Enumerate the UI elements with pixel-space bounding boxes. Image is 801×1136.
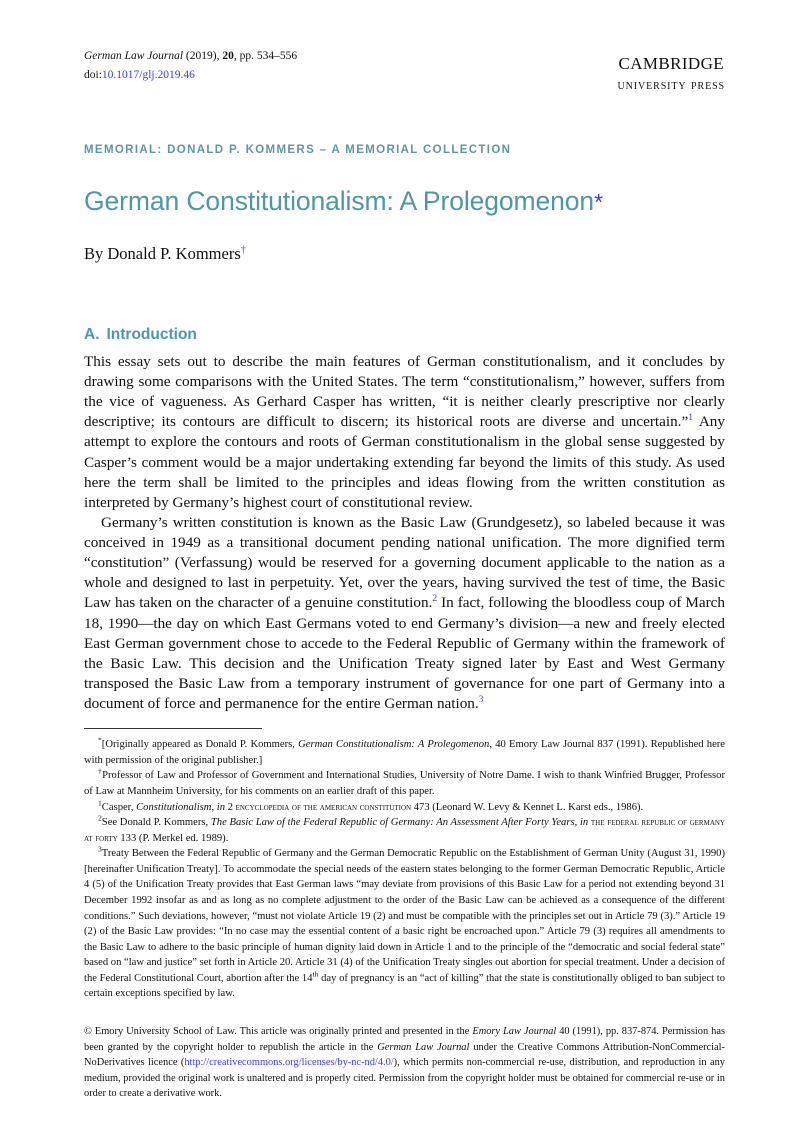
byline-footnote-marker[interactable]: † bbox=[240, 244, 246, 256]
footnote-text-cont: , bbox=[574, 817, 580, 829]
footnote-text-cont: 2 bbox=[225, 801, 236, 813]
body-paragraph bbox=[84, 352, 725, 513]
title-footnote-marker[interactable]: * bbox=[594, 189, 603, 215]
footnote-smallcaps-source: the federal republic of germany at forty bbox=[84, 817, 725, 844]
footnote-marker: * bbox=[98, 735, 102, 745]
masthead-citation bbox=[84, 48, 297, 85]
section-heading bbox=[84, 326, 725, 344]
paragraph-text: Germany’s written constitution is known as the Basic Law (Grundgesetz), so labeled because it was conceived in 1949 as a transitional document pending national unification. The more dignified term “constitution” (Verfassung) would be reserved for a governing document applicable to the nation as a whole and designed to last in perpetuity. Yet, over the years, having survived the test of time, the Basic Law has taken on the character of a genuine constitution. bbox=[84, 513, 725, 612]
footnote-italic-in: in bbox=[216, 801, 225, 813]
footnote-1 bbox=[84, 800, 725, 816]
footnote-text: Treaty Between the Federal Republic of Germany and the German Democratic Republic on the Establishment of German Unity (August 31, 1990) [hereinafter Unification Treaty]. To accommodate the special needs of the eastern states belonging to the former German Democratic Republic, Article 4 (5) of the Unification Treaty provides that East German laws “may deviate from provisions of this Basic Law for a period not extending beyond 31 December 1992 insofar as and as long as no complete adjustment to the order of the Basic Law can be achieved as a consequence of the different conditions.” Such deviations, however, “must not violate Article 19 (2) and must be compatible with the principles set out in Article 79 (3).” Article 19 (2) of the Basic Law provides: “In no case may the essential content of a basic right be encroached upon.” Article 79 (3) requires all amendments to the Basic Law to adhere to the basic principle of human dignity laid down in Article 1 and to the principle of the “democratic and social federal state” based on “law and justice” set forth in Article 20. Article 31 (4) of the Unification Treaty singles out abortion for special treatment. Under a decision of the Federal Constitutional Court, abortion after the 14 bbox=[84, 848, 725, 984]
section-letter: A. bbox=[84, 325, 100, 343]
journal-year: (2019), bbox=[183, 50, 223, 62]
doi-link[interactable]: 10.1017/glj.2019.46 bbox=[101, 68, 195, 81]
masthead bbox=[84, 48, 725, 106]
doi-line bbox=[84, 67, 297, 85]
license-italic-journal: German Law Journal bbox=[377, 1041, 470, 1053]
doi-label: doi: bbox=[84, 68, 102, 81]
license-notice bbox=[84, 1024, 725, 1102]
license-text-cont: under the Creative Commons Attribution-NonCommercial-NoDerivatives licence ( bbox=[84, 1041, 725, 1069]
footnote-smallcaps-source: encyclopedia of the american constitution bbox=[235, 801, 412, 813]
footnote-dagger bbox=[84, 768, 725, 799]
journal-citation-line bbox=[84, 48, 297, 66]
publisher-name-line1: cambridge bbox=[618, 49, 725, 75]
footnote-italic-in: in bbox=[579, 817, 589, 829]
footnote-marker: 2 bbox=[98, 813, 102, 823]
journal-name: German Law Journal bbox=[84, 50, 184, 62]
footnote-ref-2[interactable]: 2 bbox=[432, 594, 438, 605]
collection-label: MEMORIAL: DONALD P. KOMMERS – A MEMORIAL COLLECTION bbox=[84, 144, 512, 156]
footnote-marker: 1 bbox=[98, 798, 102, 808]
license-url-link[interactable]: http://creativecommons.org/licenses/by-nc-nd/4.0/ bbox=[184, 1057, 394, 1069]
footnote-text-cont: , bbox=[211, 801, 217, 813]
section-title: Introduction bbox=[106, 325, 197, 343]
footnote-text-cont: , 40 Emory Law Journal 837 (1991). Republished here with permission of the original publisher.] bbox=[84, 739, 726, 766]
footnote-text: [Originally appeared as Donald P. Kommers, bbox=[101, 739, 299, 751]
footnote-3 bbox=[84, 846, 725, 1002]
footnote-star bbox=[84, 737, 725, 768]
footnote-separator bbox=[84, 728, 262, 729]
byline bbox=[84, 244, 725, 264]
paragraph-text-cont: In fact, following the bloodless coup of March 18, 1990—the day on which East Germans voted to end Germany’s division—a new and freely elected East German government chose to accede to the Federal Republic of Germany within the framework of the Basic Law. This decision and the Unification Treaty signed later by East and West Germany transposed the Basic Law from a temporary instrument of governance for one part of Germany into a document of force and permanence for the entire German nation. bbox=[84, 594, 725, 713]
footnote-text: Casper, bbox=[101, 801, 137, 813]
ordinal-suffix: th bbox=[312, 969, 319, 979]
license-text: © Emory University School of Law. This article was originally printed and presented in the bbox=[84, 1025, 473, 1037]
footnote-italic-title: German Constitutionalism: A Prolegomenon bbox=[298, 739, 490, 751]
footnote-marker: † bbox=[98, 766, 103, 776]
body-paragraph bbox=[84, 513, 725, 714]
article-title-text: German Constitutionalism: A Prolegomenon bbox=[84, 186, 595, 216]
footnotes-section bbox=[84, 737, 725, 1002]
license-text-cont: 40 (1991), pp. 837-874. Permission has been granted by the copyright holder to republish the article in the bbox=[84, 1025, 725, 1053]
journal-volume: 20 bbox=[222, 50, 234, 62]
author-name: By Donald P. Kommers bbox=[84, 243, 241, 263]
footnote-marker: 3 bbox=[98, 844, 102, 854]
footnote-ref-1[interactable]: 1 bbox=[688, 413, 693, 424]
footnote-text: See Donald P. Kommers, bbox=[101, 817, 211, 829]
license-italic-journal: Emory Law Journal bbox=[472, 1025, 557, 1037]
footnote-text-cont: 473 (Leonard W. Levy & Kennet L. Karst eds., 1986). bbox=[411, 801, 644, 813]
paragraph-text: This essay sets out to describe the main features of German constitutionalism, and it concludes by drawing some comparisons with the United States. The term “constitutionalism,” however, suffers from the vice of vagueness. As Gerhard Casper has written, “it is neither clearly prescriptive nor clearly descriptive; its contours are difficult to discern; its historical roots are diverse and uncertain.” bbox=[84, 352, 725, 431]
footnote-2 bbox=[84, 815, 725, 846]
license-text-cont: ), which permits non-commercial re-use, distribution, and reproduction in any medium, provided the original work is unaltered and is properly cited. Permission from the copyright holder must be obtained for commercial re-use or in order to create a derivative work. bbox=[84, 1057, 725, 1100]
footnote-ref-3[interactable]: 3 bbox=[478, 695, 484, 706]
footnote-text-cont: day of pregnancy is an “act of killing” that the state is constitutionally obliged to ban subject to certain exceptions specified by law. bbox=[84, 972, 725, 1000]
footnote-italic-title: Constitutionalism bbox=[136, 801, 212, 813]
cambridge-university-press-logo bbox=[618, 48, 725, 93]
footnote-text-cont: 133 (P. Merkel ed. 1989). bbox=[117, 832, 229, 844]
footnote-text: Professor of Law and Professor of Government and International Studies, University of Notre Dame. I wish to thank Winfried Brugger, Professor of Law at Mannheim University, for his comments on an earlier draft of this paper. bbox=[84, 770, 725, 798]
publisher-name-line2: university press bbox=[617, 77, 725, 93]
footnote-italic-title: The Basic Law of the Federal Republic of Germany: An Assessment After Forty Years bbox=[210, 817, 575, 829]
page-title bbox=[84, 186, 725, 218]
paragraph-text-cont: Any attempt to explore the contours and roots of German constitutionalism in the global sense suggested by Casper’s comment would be a major undertaking extending far beyond the limits of this study. As used here the term shall be limited to the principles and ideas flowing from the written constitution as interpreted by Germany’s highest court of constitutional review. bbox=[84, 413, 725, 511]
journal-pages: , pp. 534–556 bbox=[233, 50, 298, 62]
